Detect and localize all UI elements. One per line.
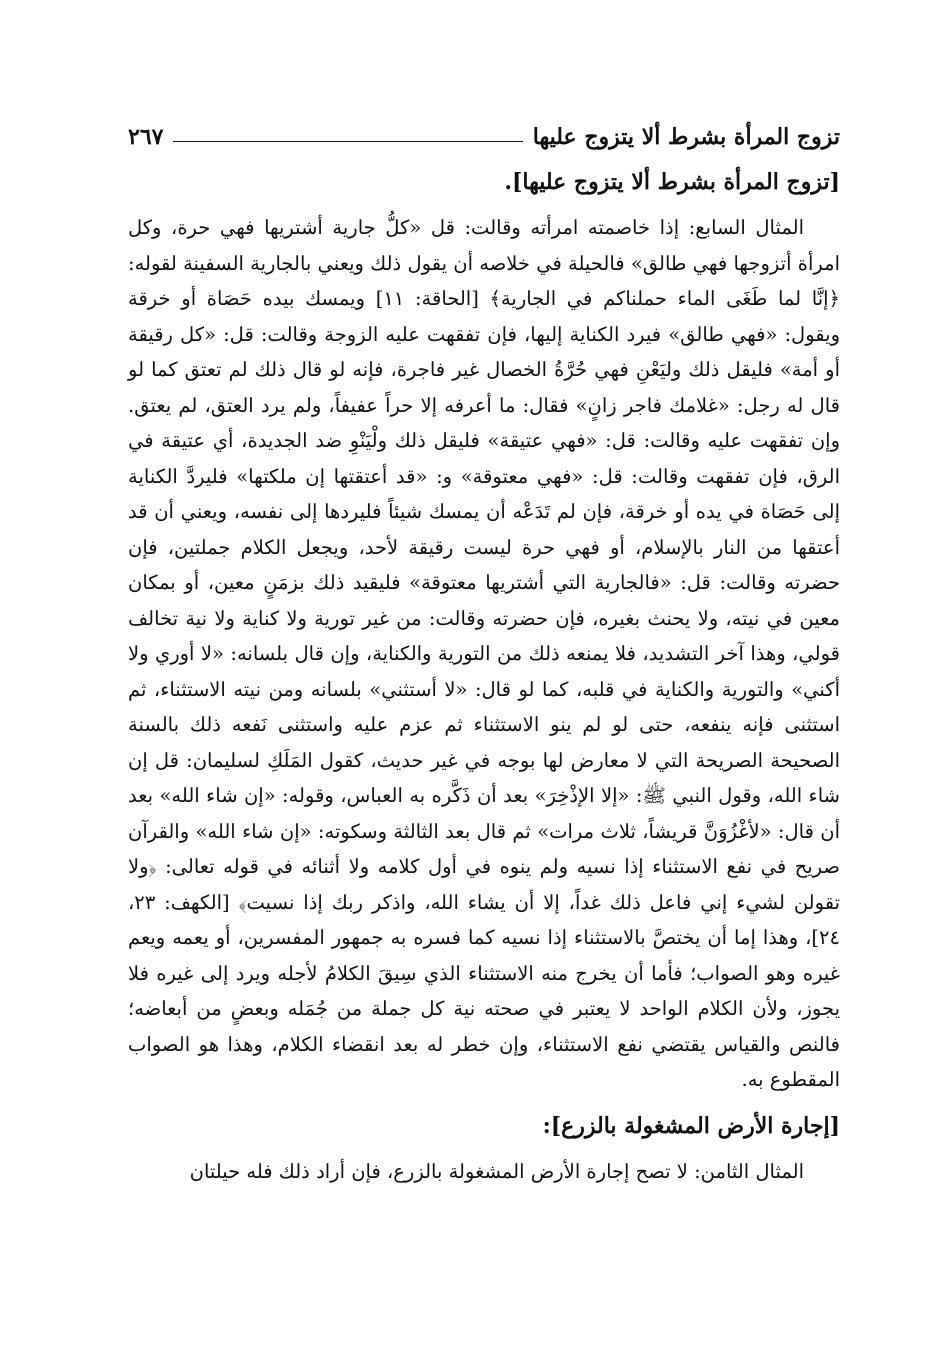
- running-header: [128, 108, 840, 148]
- page-number: ٢٦٧: [128, 124, 164, 150]
- paragraph-seventh-example: المثال السابع: إذا خاصمته امرأته وقالت: قل «كلُّ جارية أشتريها فهي حرة، وكل امرأة أتزوجها فهي طالق» فالحيلة في خلاصه أن يقول ذلك ويعني بالجارية السفينة لقوله: ﴿إنَّا لما طَغَى الماء حملناكم في الجارية﴾ [الحاقة: ١١] ويمسك بيده حَصَاة أو خرقة ويقول: «فهي طالق» فيرد الكناية إليها، فإن تفقهت عليه الزوجة وقالت: قل: «كل رقيقة أو أمة» فليقل ذلك وليَعْنِ فهي حُرَّةُ الخصال غير فاجرة، فإنه لو قال ذلك لم تعتق كما لو قال له رجل: «غلامك فاجر زانٍ» فقال: ما أعرفه إلا حراً عفيفاً، ولم يرد العتق، لم يعتق. وإن تفقهت عليه وقالت: قل: «فهي عتيقة» فليقل ذلك ولْيَنْوِ ضد الجديدة، أي عتيقة في الرق، فإن تفقهت وقالت: قل: «فهي معتوقة» و: «قد أعتقتها إن ملكتها» فليردَّ الكناية إلى حَصَاة في يده أو خرقة، فإن لم تَدَعْه أن يمسك شيئاً فليردها إلى نفسه، ويعني أن قد أعتقها من النار بالإسلام، أو فهي حرة ليست رقيقة لأحد، ويجعل الكلام جملتين، فإن حضرته وقالت: قل: «فالجارية التي أشتريها معتوقة» فليقيد ذلك بزمَنٍ معين، أو بمكان معين في نيته، ولا يحنث بغيره، فإن حضرته وقالت: من غير تورية ولا كناية ولا نية تخالف قولي، وهذا آخر التشديد، فلا يمنعه ذلك من التورية والكناية، وإن قال بلسانه: «لا أوري ولا أكني» والتورية والكناية في قلبه، كما لو قال: «لا أستثني» بلسانه ومن نيته الاستثناء، ثم استثنى فإنه ينفعه، حتى لو لم ينو الاستثناء ثم عزم عليه واستثنى نَفعه ذلك بالسنة الصحيحة الصريحة التي لا معارض لها بوجه في غير حديث، كقول المَلَكِ لسليمان: قل إن شاء الله، وقول النبي ﷺ: «إلا الإذْخِرَ» بعد أن ذَكَّره به العباس، وقوله: «إن شاء الله» بعد أن قال: «لأغْزُوَنَّ قريشاً، ثلاث مرات» ثم قال بعد الثالثة وسكوته: «إن شاء الله» والقرآن صريح في نفع الاستثناء إذا نسيه ولم ينوه في أول كلامه ولا أثنائه في قوله تعالى: ﴿ولا تقولن لشيء إني فاعل ذلك غداً، إلا أن يشاء الله، واذكر ربك إذا نسيت﴾ [الكهف: ٢٣، ٢٤]، وهذا إما أن يختصَّ بالاستثناء إذا نسيه كما فسره به جمهور المفسرين، أو يعمه ويعم غيره وهو الصواب؛ فأما أن يخرج منه الاستثناء الذي سِيقَ الكلامُ لأجله ويرد إلى غيره فلا يجوز، ولأن الكلام الواحد لا يعتبر في صحته نية كل جملة من جُمَله وبعضٍ من أبعاضه؛ فالنص والقياس يقتضي نفع الاستثناء، وإن خطر له بعد انقضاء الكلام، وهذا هو الصواب المقطوع به.: [128, 216, 841, 1091]
- section-heading-land-lease: [إجارة الأرض المشغولة بالزرع]:: [542, 1112, 840, 1139]
- running-title: تزوج المرأة بشرط ألا يتزوج عليها: [532, 124, 840, 150]
- paragraph-eighth-example: المثال الثامن: لا تصح إجارة الأرض المشغولة بالزرع، فإن أراد ذلك فله حيلتان: [189, 1159, 804, 1183]
- page-content: [128, 162, 840, 1189]
- section-heading-marriage-condition: [تزوج المرأة بشرط ألا يتزوج عليها].: [504, 169, 840, 195]
- header-rule: [173, 141, 522, 142]
